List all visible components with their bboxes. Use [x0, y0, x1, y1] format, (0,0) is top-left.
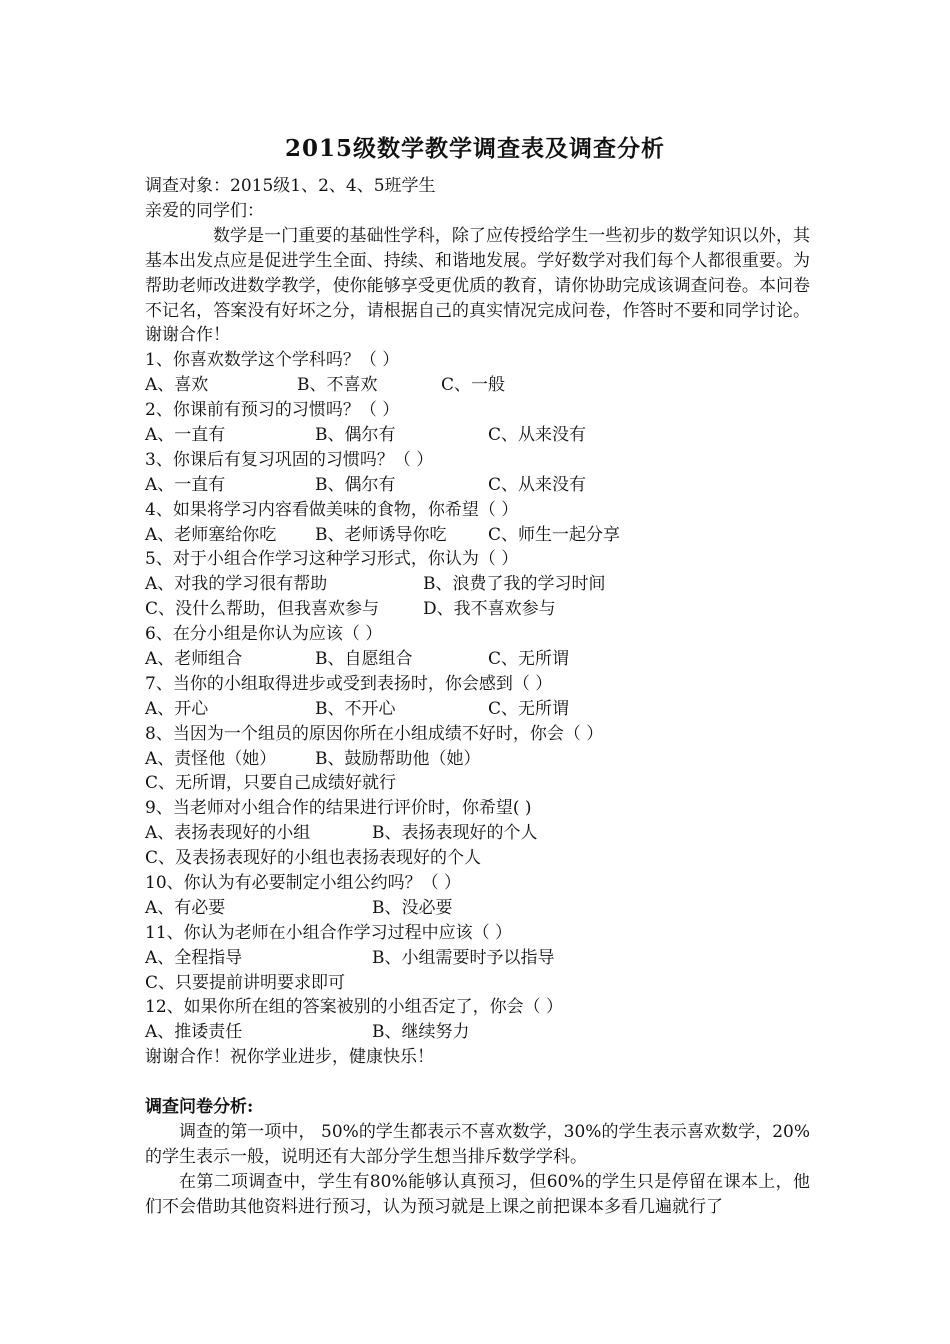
question-9: 9、当老师对小组合作的结果进行评价时，你希望( ): [145, 798, 532, 819]
question-8-options-2: C、无所谓，只要自己成绩好就行: [145, 773, 397, 794]
option: A、一直有: [145, 474, 226, 495]
question-6-options: [145, 647, 810, 672]
option: C、没什么帮助，但我喜欢参与: [145, 599, 380, 620]
option: C、从来没有: [488, 424, 587, 445]
question-7: 7、当你的小组取得进步或受到表扬时，你会感到（ ）: [145, 673, 553, 694]
question-10-options: [145, 896, 810, 921]
option: B、偶尔有: [315, 424, 396, 445]
option: C、师生一起分享: [488, 524, 621, 545]
question-5-options: [145, 572, 810, 597]
closing-text: 谢谢合作！祝你学业进步，健康快乐！: [145, 1047, 434, 1068]
option: B、不开心: [315, 698, 396, 719]
question-11: 11、你认为老师在小组合作学习过程中应该（ ）: [145, 922, 513, 943]
option: A、老师组合: [145, 649, 243, 669]
option: A、老师塞给你吃: [145, 524, 277, 545]
question-12-options: [145, 1020, 810, 1045]
option: A、喜欢: [145, 375, 209, 396]
option: A、全程指导: [145, 947, 243, 968]
option: A、开心: [145, 698, 209, 719]
analysis-paragraph-2: 在第二项调查中，学生有80%能够认真预习，但60%的学生只是停留在课本上，他们不会借助其他资料进行预习，认为预习就是上课之前把课本多看几遍就行了: [145, 1171, 810, 1217]
option: A、表扬表现好的小组: [145, 823, 311, 844]
option: B、老师诱导你吃: [315, 524, 447, 545]
option: A、推诿责任: [145, 1022, 243, 1043]
question-5-options-2: [145, 597, 810, 622]
question-11-options-2: C、只要提前讲明要求即可: [145, 972, 346, 993]
greeting: 亲爱的同学们：: [145, 200, 264, 221]
option: C、一般: [441, 375, 506, 396]
question-9-options: [145, 821, 810, 846]
option: B、没必要: [372, 897, 453, 918]
option: C、无所谓: [488, 698, 570, 719]
analysis-paragraph-1: 调查的第一项中， 50%的学生都表示不喜欢数学，30%的学生表示喜欢数学，20%的学生表示一般，说明还有大部分学生想当排斥数学学科。: [145, 1121, 810, 1167]
option: A、有必要: [145, 897, 226, 918]
option: A、对我的学习很有帮助: [145, 574, 328, 595]
option: A、责怪他（她）: [145, 748, 277, 769]
question-6: 6、在分小组是你认为应该（ ）: [145, 624, 383, 645]
question-8: 8、当因为一个组员的原因你所在小组成绩不好时，你会（ ）: [145, 723, 604, 744]
question-8-options: [145, 747, 810, 772]
option: B、自愿组合: [315, 649, 413, 669]
option: B、小组需要时予以指导: [372, 947, 555, 968]
question-1-options: [145, 373, 810, 398]
question-3-options: [145, 473, 810, 498]
question-4: 4、如果将学习内容看做美味的食物，你希望（ ）: [145, 499, 519, 520]
question-11-options: [145, 946, 810, 971]
option: D、我不喜欢参与: [423, 599, 556, 620]
question-9-options-2: C、及表扬表现好的小组也表扬表现好的个人: [145, 848, 482, 869]
intro-paragraph: 数学是一门重要的基础性学科，除了应传授给学生一些初步的数学知识以外，其基本出发点应是促进学生全面、持续、和谐地发展。学好数学对我们每个人都很重要。为帮助老师改进数学教学，使你能够享受更优质的教育，请你协助完成该调查问卷。本问卷不记名，答案没有好坏之分，请根据自己的真实情况完成问卷，作答时不要和同学讨论。谢谢合作！: [145, 225, 810, 346]
question-2: 2、你课前有预习的习惯吗？（ ）: [145, 400, 400, 421]
spacer: [145, 1070, 810, 1095]
question-7-options: [145, 697, 810, 722]
option: B、表扬表现好的个人: [372, 823, 538, 844]
document-title: 2015级数学教学调查表及调查分析: [284, 135, 665, 162]
option: A、一直有: [145, 424, 226, 445]
question-10: 10、你认为有必要制定小组公约吗？（ ）: [145, 873, 462, 894]
question-2-options: [145, 423, 810, 448]
survey-subject: 调查对象：2015级1、2、4、5班学生: [145, 176, 436, 196]
option: B、不喜欢: [297, 375, 378, 396]
question-1: 1、你喜欢数学这个学科吗？（ ）: [145, 350, 400, 371]
question-12: 12、如果你所在组的答案被别的小组否定了，你会（ ）: [145, 997, 564, 1018]
option: B、偶尔有: [315, 474, 396, 495]
question-3: 3、你课后有复习巩固的习惯吗？（ ）: [145, 449, 434, 470]
document-body: [145, 174, 810, 1220]
analysis-heading: 调查问卷分析:: [145, 1097, 254, 1118]
option: C、无所谓: [488, 649, 570, 669]
option: B、浪费了我的学习时间: [423, 574, 606, 595]
question-4-options: [145, 523, 810, 548]
question-5: 5、对于小组合作学习这种学习形式，你认为（ ）: [145, 549, 519, 570]
option: C、从来没有: [488, 474, 587, 495]
option: B、继续努力: [372, 1022, 470, 1043]
option: B、鼓励帮助他（她）: [315, 748, 481, 769]
